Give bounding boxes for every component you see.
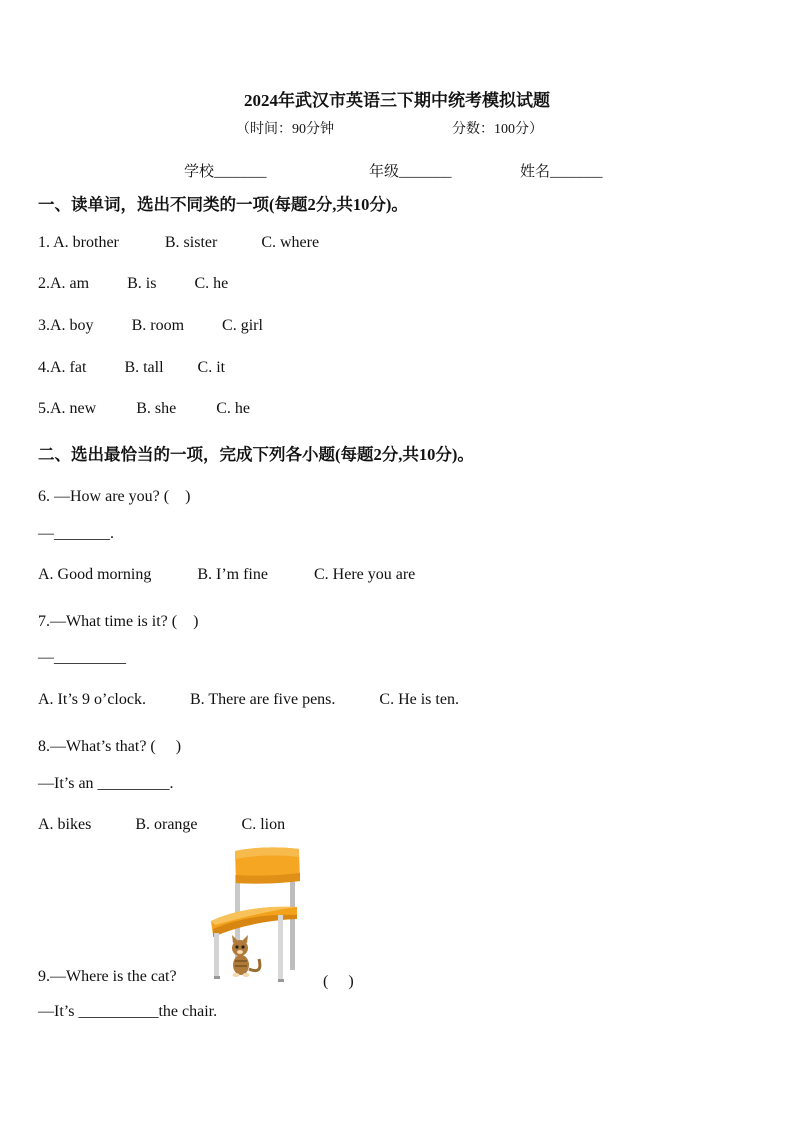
q7-option-b: B. There are five pens. [189,691,336,708]
section1-heading: 一、读单词，选出不同类的一项(每题2分,共10分)。 [38,195,408,214]
q7-answer-line: —_________ [38,649,126,666]
grade-field: 年级_______ [369,164,452,180]
q9-answer-paren: ( ) [323,973,354,990]
question-2 [38,275,228,293]
q6-answer-line: —_______. [38,525,114,542]
q3-option-a: 3.A. boy [38,317,94,334]
q8-option-a: A. bikes [38,816,92,833]
exam-time: （时间：90分钟 [236,122,334,137]
q1-option-c: C. where [261,234,320,251]
exam-score: 分数：100分） [452,122,543,137]
page-title: 2024年武汉市英语三下期中统考模拟试题 [244,91,550,110]
q2-option-a: 2.A. am [38,275,90,292]
q6-option-a: A. Good morning [38,566,152,583]
q9-stem: 9.—Where is the cat? [38,968,177,985]
q7-stem: 7.—What time is it? ( ) [38,613,199,630]
q2-option-b: B. is [127,275,157,292]
chair-icon [211,847,300,982]
q8-answer-line: —It’s an _________. [38,775,174,792]
q1-option-a: 1. A. brother [38,234,119,251]
q6-options [38,566,415,584]
q9-answer-line: —It’s __________the chair. [38,1003,218,1020]
q5-option-a: 5.A. new [38,400,97,417]
q5-option-c: C. he [216,400,250,417]
q6-option-c: C. Here you are [313,566,416,583]
q4-option-b: B. tall [124,359,164,376]
q7-option-a: A. It’s 9 o’clock. [38,691,146,708]
q3-option-c: C. girl [222,317,263,334]
question-4 [38,359,225,377]
q8-options [38,816,285,834]
q8-option-c: C. lion [241,816,286,833]
q6-stem: 6. —How are you? ( ) [38,488,191,505]
q1-option-b: B. sister [164,234,218,251]
school-field: 学校_______ [184,164,267,180]
q3-option-b: B. room [131,317,185,334]
q4-option-c: C. it [197,359,226,376]
question-5 [38,400,250,418]
q6-option-b: B. I’m fine [197,566,268,583]
section2-heading: 二、选出最恰当的一项，完成下列各小题(每题2分,共10分)。 [38,445,474,464]
chair-cat-illustration [205,845,305,985]
q8-option-b: B. orange [135,816,198,833]
q5-option-b: B. she [136,400,177,417]
question-1 [38,234,319,252]
name-field: 姓名_______ [520,164,603,180]
q2-option-c: C. he [194,275,229,292]
question-3 [38,317,263,335]
q7-options [38,691,459,709]
q7-option-c: C. He is ten. [379,691,459,708]
q8-stem: 8.—What’s that? ( ) [38,738,182,755]
q4-option-a: 4.A. fat [38,359,87,376]
